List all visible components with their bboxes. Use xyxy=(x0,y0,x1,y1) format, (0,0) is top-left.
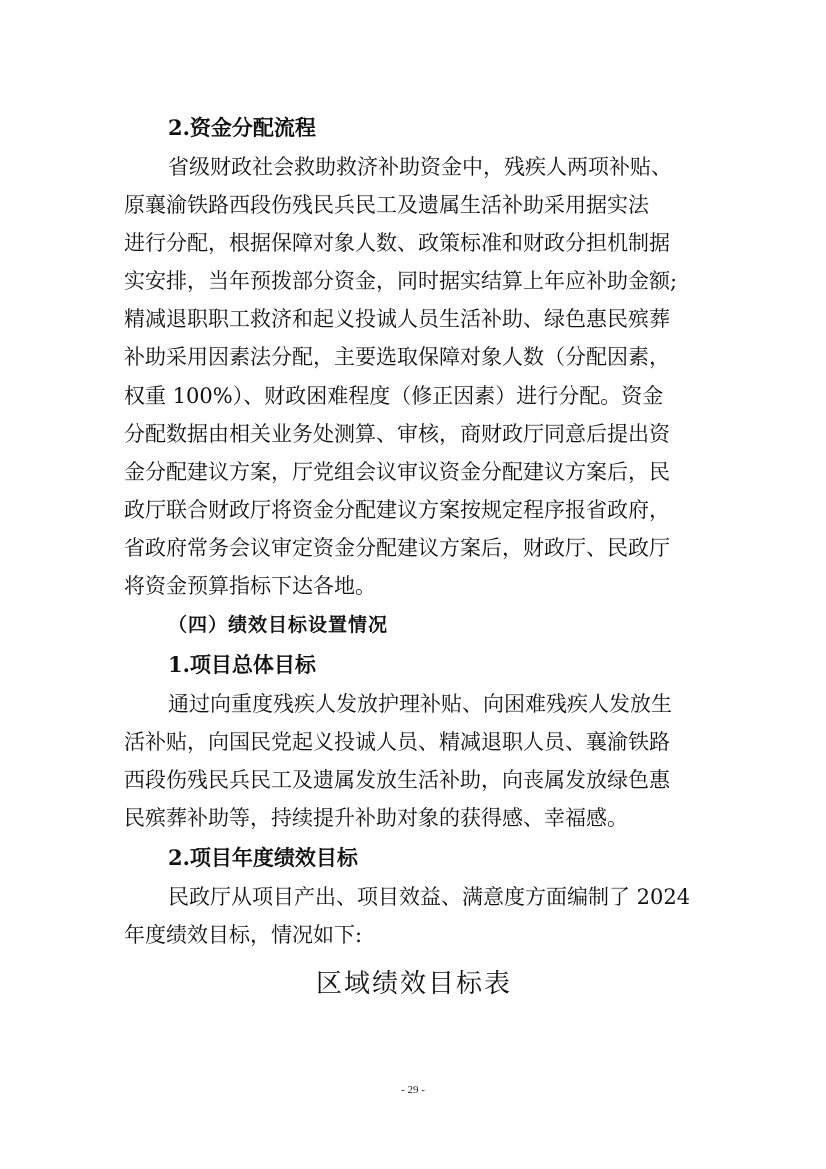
subsection-heading-performance-targets: （四）绩效目标设置情况 xyxy=(168,614,389,637)
text-line: 省级财政社会救助救济补助资金中，残疾人两项补贴、 xyxy=(168,155,672,179)
item-heading-annual-goal: 2.项目年度绩效目标 xyxy=(168,844,358,870)
paragraph-fund-allocation xyxy=(124,148,704,605)
text-line: 民殡葬补助等，持续提升补助对象的获得感、幸福感。 xyxy=(124,806,628,831)
table-title: 区域绩效目标表 xyxy=(315,968,512,999)
section-heading-fund-allocation: 2.资金分配流程 xyxy=(168,115,316,140)
text-line: 省政府常务会议审定资金分配建议方案后，财政厅、民政厅 xyxy=(124,535,670,560)
paragraph-annual-goal xyxy=(124,878,704,954)
text-line: 政厅联合财政厅将资金分配建议方案按规定程序报省政府， xyxy=(124,497,670,522)
page-number: - 29 - xyxy=(401,1084,425,1096)
paragraph-overall-goal xyxy=(124,685,704,837)
text-line: 实安排，当年预拨部分资金，同时据实结算上年应补助金额; xyxy=(124,269,678,294)
text-line: 精减退职职工救济和起义投诚人员生活补助、绿色惠民殡葬 xyxy=(124,307,670,332)
text-line: 金分配建议方案，厅党组会议审议资金分配建议方案后，民 xyxy=(124,459,670,484)
text-line: 将资金预算指标下达各地。 xyxy=(124,574,376,599)
text-line: 活补贴，向国民党起义投诚人员、精减退职人员、襄渝铁路 xyxy=(124,730,670,755)
text-line: 西段伤残民兵民工及遗属发放生活补助，向丧属发放绿色惠 xyxy=(124,768,670,793)
text-line: 年度绩效目标，情况如下: xyxy=(124,922,363,947)
item-heading-overall-goal: 1.项目总体目标 xyxy=(168,652,316,678)
document-body xyxy=(124,108,704,1014)
text-line: 补助采用因素法分配，主要选取保障对象人数（分配因素， xyxy=(124,345,670,370)
text-line: 原襄渝铁路西段伤残民兵民工及遗属生活补助采用据实法 xyxy=(124,193,649,218)
text-line: 民政厅从项目产出、项目效益、满意度方面编制了 2024 xyxy=(168,884,691,909)
text-line: 通过向重度残疾人发放护理补贴、向困难残疾人发放生 xyxy=(168,692,672,717)
text-line: 权重 100%）、财政困难程度（修正因素）进行分配。资金 xyxy=(124,383,664,408)
text-line: 分配数据由相关业务处测算、审核，商财政厅同意后提出资 xyxy=(124,421,670,446)
text-line: 进行分配，根据保障对象人数、政策标准和财政分担机制据 xyxy=(124,231,670,256)
